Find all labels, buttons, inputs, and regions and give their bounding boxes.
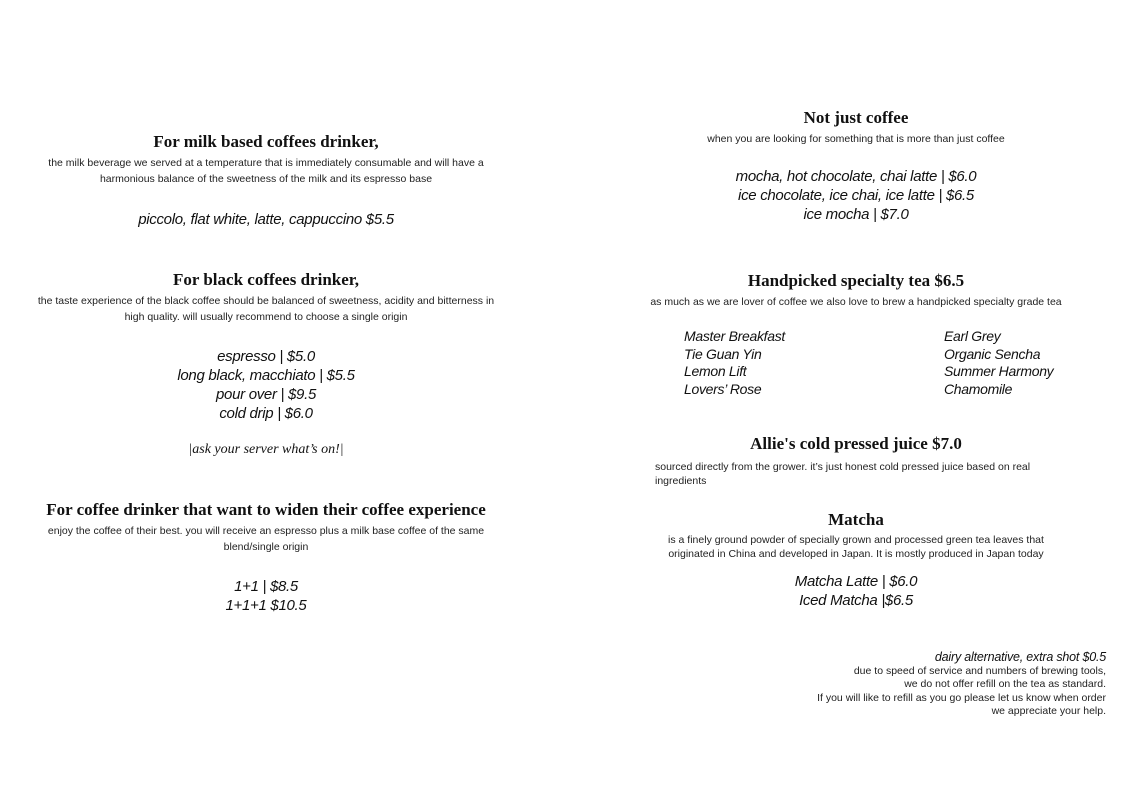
cold-pressed-juice-description: sourced directly from the grower. it’s just honest cold pressed juice based on real ingredients	[655, 461, 1031, 487]
not-just-coffee-items	[606, 167, 1106, 224]
menu-item: ice mocha | $7.0	[803, 206, 909, 223]
tea-item: Organic Sencha	[944, 345, 1041, 362]
footer-notes	[817, 649, 1106, 718]
milk-coffee-items	[16, 210, 516, 229]
not-just-coffee-title: Not just coffee	[803, 108, 909, 127]
menu-item: piccolo, flat white, latte, cappuccino $5.5	[138, 211, 394, 228]
milk-coffee-title: For milk based coffees drinker,	[153, 132, 379, 151]
matcha-title: Matcha	[828, 510, 884, 529]
tea-item: Lovers’ Rose	[684, 380, 762, 397]
tea-item: Tie Guan Yin	[684, 345, 762, 362]
black-coffee-items	[16, 347, 516, 423]
menu-item: espresso | $5.0	[217, 348, 315, 365]
menu-item: mocha, hot chocolate, chai latte | $6.0	[735, 168, 977, 185]
tea-item: Chamomile	[944, 380, 1013, 397]
refill-note-line: we appreciate your help.	[991, 704, 1106, 717]
matcha-items	[606, 572, 1106, 610]
not-just-coffee-section	[606, 107, 1106, 224]
matcha-section	[606, 509, 1106, 610]
specialty-tea-title: Handpicked specialty tea $6.5	[747, 271, 965, 290]
menu-item: 1+1+1 $10.5	[225, 597, 307, 614]
refill-note-line: we do not offer refill on the tea as standard.	[904, 678, 1106, 691]
menu-item: Iced Matcha |$6.5	[799, 592, 913, 609]
tea-item: Earl Grey	[944, 328, 1001, 344]
refill-note-line: due to speed of service and numbers of brewing tools,	[853, 665, 1106, 677]
tea-item: Lemon Lift	[684, 363, 747, 379]
tea-list-column-2	[944, 328, 1053, 398]
menu-item: Matcha Latte | $6.0	[794, 573, 918, 590]
menu-item: long black, macchiato | $5.5	[177, 367, 355, 384]
refill-note-line: If you will like to refill as you go please let us know when order	[817, 691, 1106, 704]
cold-pressed-juice-title: Allie's cold pressed juice $7.0	[750, 434, 962, 453]
specialty-tea-description: as much as we are lover of coffee we also love to brew a handpicked specialty grade tea	[650, 296, 1062, 308]
menu-item: cold drip | $6.0	[219, 405, 313, 422]
cold-pressed-juice-section	[606, 433, 1106, 455]
milk-coffee-description: the milk beverage we served at a temperature that is immediately consumable and will have a harmonious balance of the sweetness of the milk and its espresso base	[48, 157, 484, 185]
ask-server-note: |ask your server what’s on!|	[188, 442, 344, 457]
not-just-coffee-description: when you are looking for something that is more than just coffee	[707, 133, 1005, 145]
milk-coffee-section	[16, 131, 516, 229]
menu-item: pour over | $9.5	[216, 386, 316, 403]
specialty-tea-section	[606, 270, 1106, 310]
tea-item: Master Breakfast	[684, 328, 786, 344]
extra-options-note: dairy alternative, extra shot $0.5	[934, 650, 1106, 664]
tea-item: Summer Harmony	[944, 363, 1054, 379]
black-coffee-section	[16, 269, 516, 458]
tea-list-column-1	[684, 328, 785, 398]
black-coffee-title: For black coffees drinker,	[172, 270, 360, 289]
menu-item: 1+1 | $8.5	[234, 578, 298, 595]
widen-experience-description: enjoy the coffee of their best. you will receive an espresso plus a milk base coffee of the same blend/single origin	[47, 525, 485, 553]
black-coffee-description: the taste experience of the black coffee should be balanced of sweetness, acidity and bitterness in high quality. will usually recommend to choose a single origin	[37, 295, 495, 323]
matcha-description: is a finely ground powder of specially grown and processed green tea leaves that originated in China and developed in Japan. It is mostly produced in Japan today	[668, 534, 1044, 560]
widen-experience-title: For coffee drinker that want to widen their coffee experience	[46, 500, 486, 519]
widen-experience-section	[16, 499, 516, 615]
widen-experience-items	[16, 577, 516, 615]
menu-item: ice chocolate, ice chai, ice latte | $6.5	[738, 187, 974, 204]
